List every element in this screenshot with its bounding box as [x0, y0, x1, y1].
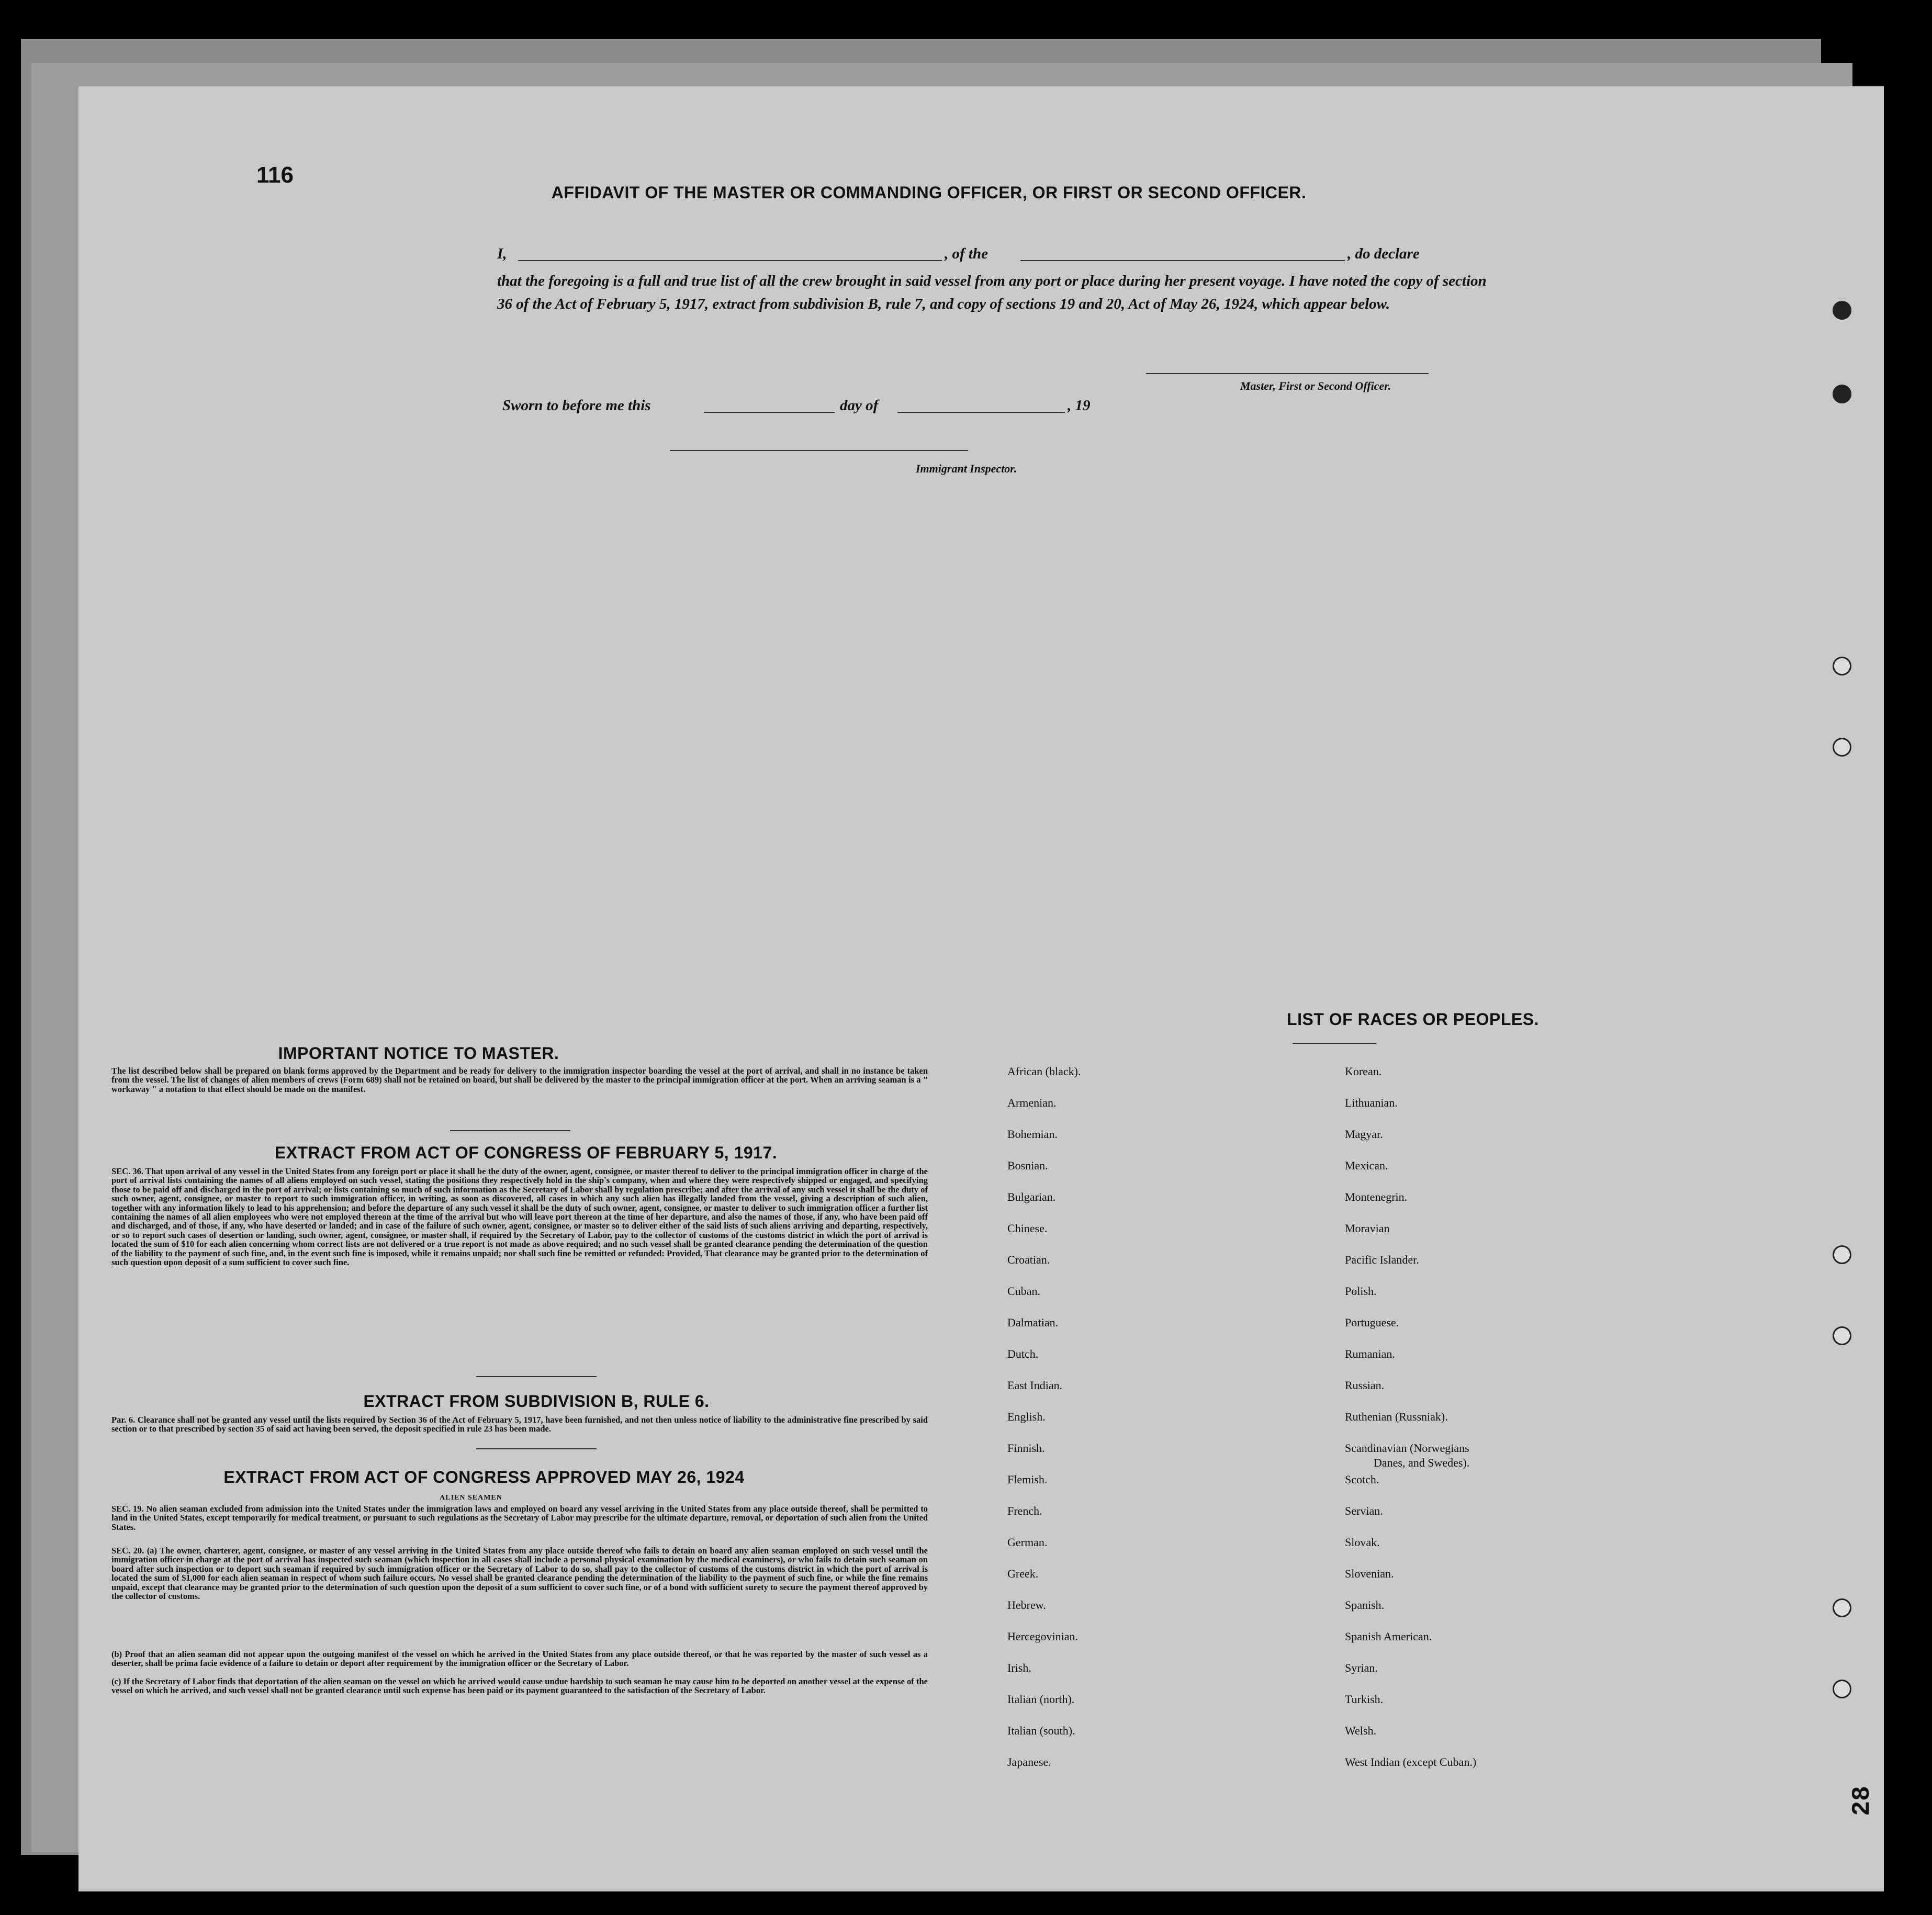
- race-item: Bosnian.: [1007, 1159, 1048, 1172]
- sec19-text: SEC. 19. No alien seaman excluded from admission into the United States under the immigration laws and employed on board any vessel arriving in the United States from any place outside thereof, shall be permitted to land in the United States, except temporarily for medical treatment, or pursuant to such regulations as the Secretary of Labor may prescribe for the ultimate departure, removal, or deportation of such alien from the United States.: [111, 1504, 928, 1532]
- divider-1: [450, 1130, 570, 1131]
- race-item: Korean.: [1345, 1065, 1382, 1078]
- affidavit-i-label: I,: [497, 245, 507, 262]
- race-item: Dutch.: [1007, 1347, 1039, 1360]
- extract1917-title: EXTRACT FROM ACT OF CONGRESS OF FEBRUARY 5, 1917.: [274, 1143, 778, 1162]
- margin-number: 28: [1848, 1786, 1877, 1816]
- race-item: Armenian.: [1007, 1096, 1057, 1109]
- sworn-month-blank[interactable]: [897, 412, 1065, 413]
- race-item: Mexican.: [1345, 1159, 1388, 1172]
- race-item: Pacific Islander.: [1345, 1253, 1419, 1266]
- race-item: Spanish.: [1345, 1598, 1385, 1612]
- binder-hole: [1833, 657, 1851, 675]
- sworn-label: Sworn to before me this: [502, 397, 651, 414]
- binder-hole: [1833, 738, 1851, 757]
- race-item: Dalmatian.: [1007, 1316, 1059, 1329]
- race-item: West Indian (except Cuban.): [1345, 1755, 1477, 1768]
- rule6-title: EXTRACT FROM SUBDIVISION B, RULE 6.: [363, 1392, 710, 1411]
- inspector-signature-line[interactable]: [670, 450, 968, 451]
- race-item: Scandinavian (Norwegians: [1345, 1441, 1469, 1455]
- race-item: Ruthenian (Russniak).: [1345, 1410, 1448, 1423]
- race-item: Moravian: [1345, 1222, 1390, 1235]
- day-of-label: day of: [840, 397, 879, 414]
- master-signature-label: Master, First or Second Officer.: [1240, 379, 1391, 392]
- race-item: Hebrew.: [1007, 1598, 1046, 1612]
- race-item-continued: Danes, and Swedes).: [1374, 1456, 1470, 1469]
- inspector-label: Immigrant Inspector.: [916, 462, 1017, 475]
- race-item: Hercegovinian.: [1007, 1630, 1078, 1643]
- race-item: Portuguese.: [1345, 1316, 1399, 1329]
- race-item: Spanish American.: [1345, 1630, 1432, 1643]
- affidavit-title: AFFIDAVIT OF THE MASTER OR COMMANDING OFFICER, OR FIRST OR SECOND OFFICER.: [551, 183, 1307, 202]
- divider-2: [476, 1376, 597, 1377]
- race-item: African (black).: [1007, 1065, 1081, 1078]
- race-item: Chinese.: [1007, 1222, 1048, 1235]
- affidavit-declare-label: , do declare: [1347, 245, 1420, 262]
- race-item: Servian.: [1345, 1504, 1383, 1517]
- race-item: Finnish.: [1007, 1441, 1045, 1455]
- race-item: French.: [1007, 1504, 1042, 1517]
- race-item: Greek.: [1007, 1567, 1039, 1580]
- race-item: Italian (south).: [1007, 1724, 1075, 1737]
- binder-hole: [1833, 301, 1851, 320]
- page-number: 116: [256, 162, 294, 188]
- race-item: Slovenian.: [1345, 1567, 1394, 1580]
- manifest-page: [78, 86, 1884, 1891]
- notice-title: IMPORTANT NOTICE TO MASTER.: [278, 1044, 559, 1063]
- race-item: Russian.: [1345, 1379, 1385, 1392]
- extract1917-text: SEC. 36. That upon arrival of any vessel in the United States from any foreign port or place it shall be the duty of the owner, agent, consignee, or master thereof to deliver to the principal immigration officer in charge of the port of arrival lists containing the names of all aliens employed on such vessel, stating the positions they respectively hold in the ship's company, when and where they were respectively shipped or engaged, and specifying those to be paid off and discharged in the port of arrival; or lists containing so much of such information as the Secretary of Labor shall by regulation prescribe; and after the arrival of any such vessel it shall be the duty of such owner, agent, consignee, or master to report to such immigration officer, in writing, as soon as discovered, all cases in which any such alien has illegally landed from the vessel, giving a description of such alien, together with any information likely to lead to his apprehension; and before the departure of any such vessel it shall be the duty of such owner, agent, consignee, or master to deliver to such immigration officer a further list containing the names of all alien employees who were not employed thereon at the time of the arrival but who will leave port thereon at the time of her departure, and also the names of those, if any, who have been paid off and discharged, and of those, if any, who have deserted or landed; and in case of the failure of such owner, agent, consignee, or master so to deliver either of the said lists of such aliens arriving and departing, respectively, or so to report such cases of desertion or landing, such owner, agent, consignee, or master shall, if required by the Secretary of Labor, pay to the collector of customs of the customs district in which the port of arrival is located the sum of $10 for each alien concerning whom correct lists are not delivered or a true report is not made as above required; and no such vessel shall be granted clearance pending the determination of the question of the liability to the payment of such fine, and, in the event such fine is imposed, while it remains unpaid; nor shall such fine be remitted or refunded: Provided, That clearance may be granted prior to the determination of such question upon deposit of a sum sufficient to cover such fine.: [111, 1166, 928, 1268]
- races-divider: [1293, 1043, 1376, 1044]
- divider-3: [476, 1448, 597, 1449]
- binder-hole: [1833, 385, 1851, 403]
- race-item: Scotch.: [1345, 1473, 1379, 1486]
- race-item: Italian (north).: [1007, 1693, 1075, 1706]
- year-label: , 19: [1068, 397, 1091, 414]
- race-item: Bulgarian.: [1007, 1190, 1056, 1203]
- race-item: Slovak.: [1345, 1536, 1380, 1549]
- race-item: Montenegrin.: [1345, 1190, 1408, 1203]
- race-item: Welsh.: [1345, 1724, 1376, 1737]
- affidavit-paragraph: that the foregoing is a full and true list of all the crew brought in said vessel from any port or place during her present voyage. I have noted the copy of section 36 of the Act of February 5, 1917, extract from subdivision B, rule 7, and copy of sections 19 and 20, Act of May 26, 1924, which appear below.: [497, 273, 1487, 312]
- sec20b-text: (b) Proof that an alien seaman did not appear upon the outgoing manifest of the vessel on which he arrived in the United States from any place outside thereof, or that he was reported by the master of such vessel as a deserter, shall be prima facie evidence of a failure to detain or deport after requirement by the immigration officer or the Secretary of Labor.: [111, 1649, 928, 1669]
- race-item: Irish.: [1007, 1661, 1031, 1674]
- binder-hole: [1833, 1680, 1851, 1698]
- binder-hole: [1833, 1598, 1851, 1617]
- sec20a-text: SEC. 20. (a) The owner, charterer, agent, consignee, or master of any vessel arriving in the United States from any place outside thereof who fails to detain on board any alien seaman employed on such vessel until the immigration officer in charge at the port of arrival has inspected such seaman (which inspection in all cases shall include a personal physical examination by the medical examiners), or who fails to detain such seaman on board after such inspection or to deport such seaman if required by such immigration officer or the Secretary of Labor to do so, shall pay to the collector of customs of the customs district in which the port of arrival is located the sum of $1,000 for each alien seaman in respect of whom such failure occurs. No vessel shall be granted clearance pending the determination of the liability to the payment of such fine, or while the fine remains unpaid, except that clearance may be granted prior to the determination of such question upon the deposit of a sum sufficient to cover such fine, or of a bond with sufficient surety to secure the payment thereof approved by the collector of customs.: [111, 1546, 928, 1602]
- race-item: Cuban.: [1007, 1285, 1040, 1298]
- binder-hole: [1833, 1326, 1851, 1345]
- master-signature-line[interactable]: [1146, 373, 1429, 374]
- race-item: East Indian.: [1007, 1379, 1063, 1392]
- race-item: Polish.: [1345, 1285, 1377, 1298]
- sec20c-text: (c) If the Secretary of Labor finds that deportation of the alien seaman on the vessel on which he arrived would cause undue hardship to such seaman he may cause him to be deported on another vessel at the expense of the vessel on which he arrived, and such vessel shall not be granted clearance until such expense has been paid or its payment guaranteed to the satisfaction of the Secretary of Labor.: [111, 1676, 928, 1696]
- extract1924-title: EXTRACT FROM ACT OF CONGRESS APPROVED MAY 26, 1924: [223, 1468, 745, 1486]
- affidavit-of-the-label: , of the: [945, 245, 988, 262]
- sworn-line: [502, 394, 1235, 417]
- extract1924-subtitle: ALIEN SEAMEN: [440, 1494, 502, 1502]
- race-item: English.: [1007, 1410, 1046, 1423]
- race-item: Rumanian.: [1345, 1347, 1395, 1360]
- race-item: Magyar.: [1345, 1128, 1383, 1141]
- races-title: LIST OF RACES OR PEOPLES.: [1287, 1010, 1539, 1029]
- race-item: Japanese.: [1007, 1755, 1051, 1768]
- notice-text: The list described below shall be prepared on blank forms approved by the Department and be ready for delivery to the immigration inspector boarding the vessel at the port of arrival, and shall in no instance be taken from the vessel. The list of changes of alien members of crews (Form 689) shall not be retained on board, but shall be delivered by the master to the principal immigration officer at the port. When an arriving seaman is a " workaway " a notation to that effect should be made on the manifest.: [111, 1066, 928, 1094]
- race-item: German.: [1007, 1536, 1048, 1549]
- race-item: Bohemian.: [1007, 1128, 1058, 1141]
- rule6-text: Par. 6. Clearance shall not be granted any vessel until the lists required by Section 36 of the Act of February 5, 1917, have been furnished, and not then unless notice of liability to the administrative fine prescribed by said section or to that prescribed by section 35 of said act having been served, the deposit specified in rule 23 has been made.: [111, 1415, 928, 1434]
- binder-hole: [1833, 1245, 1851, 1264]
- race-item: Croatian.: [1007, 1253, 1050, 1266]
- vessel-blank[interactable]: [1020, 260, 1345, 261]
- affidavit-line1: [497, 242, 1596, 265]
- sworn-day-blank[interactable]: [704, 412, 835, 413]
- race-item: Lithuanian.: [1345, 1096, 1398, 1109]
- race-item: Flemish.: [1007, 1473, 1048, 1486]
- race-item: Syrian.: [1345, 1661, 1378, 1674]
- name-blank[interactable]: [518, 260, 942, 261]
- race-item: Turkish.: [1345, 1693, 1384, 1706]
